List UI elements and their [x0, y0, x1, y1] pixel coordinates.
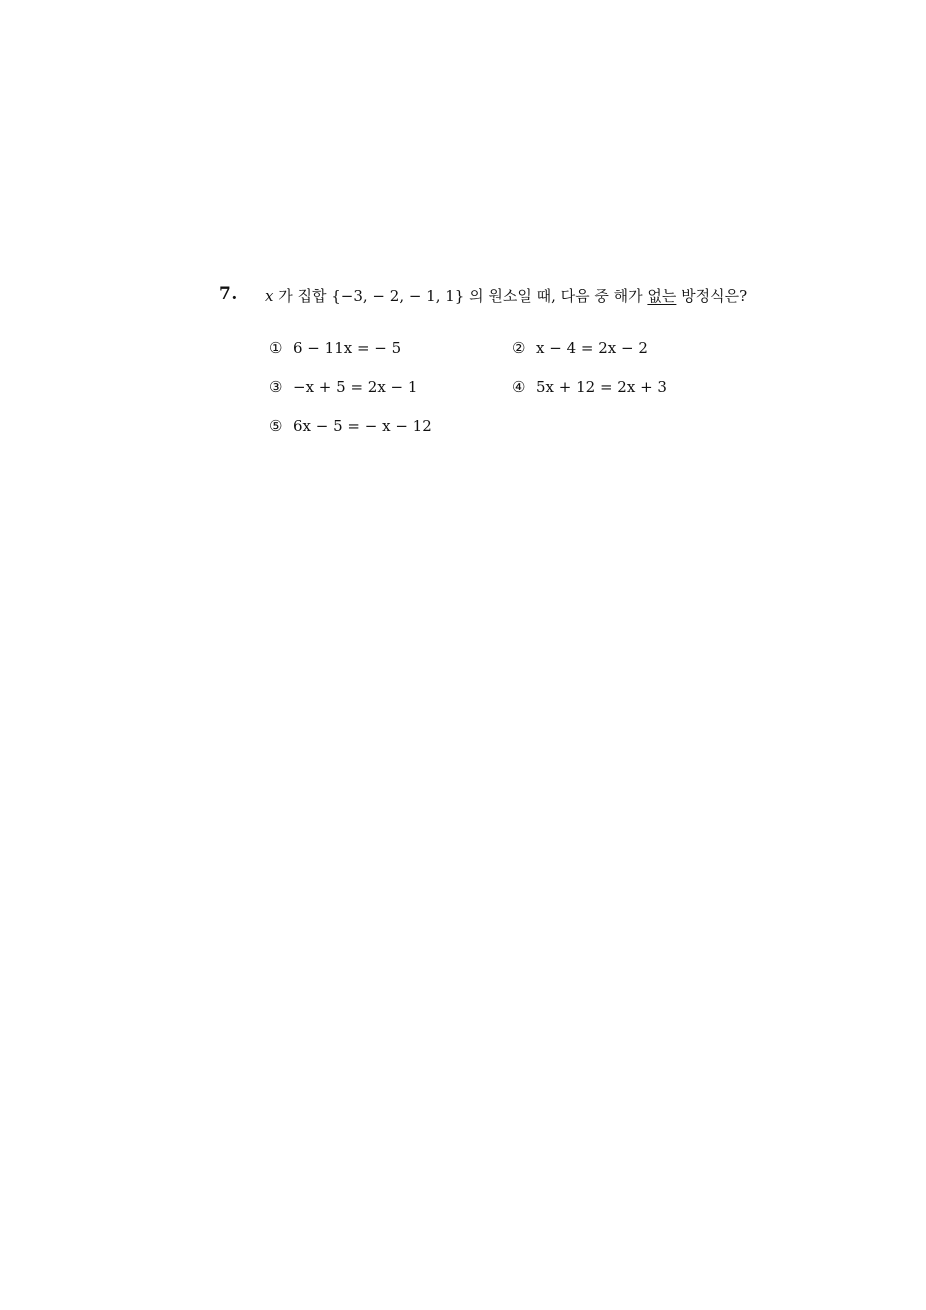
choice-expression: −x + 5 = 2x − 1 — [293, 378, 418, 396]
stem-text-part1: 가 집합 {−3, − 2, − 1, 1} 의 원소일 때, 다음 중 해가 — [273, 287, 648, 305]
choice-4[interactable] — [512, 377, 667, 397]
stem-text-part2: 방정식은? — [676, 287, 748, 305]
choice-5[interactable] — [269, 416, 432, 436]
choice-marker: ③ — [269, 378, 283, 396]
stem-emphasis: 없는 — [647, 287, 677, 305]
choice-marker: ⑤ — [269, 417, 283, 435]
choice-expression: 6x − 5 = − x − 12 — [293, 417, 432, 435]
choice-2[interactable] — [512, 338, 648, 358]
choice-marker: ② — [512, 339, 526, 357]
choice-1[interactable] — [269, 338, 401, 358]
choice-marker: ④ — [512, 378, 526, 396]
choice-marker: ① — [269, 339, 283, 357]
question-stem — [265, 286, 747, 306]
choice-expression: 5x + 12 = 2x + 3 — [536, 378, 667, 396]
choice-3[interactable] — [269, 377, 417, 397]
question-number: 7. — [219, 284, 238, 304]
choice-expression: 6 − 11x = − 5 — [293, 339, 402, 357]
choice-expression: x − 4 = 2x − 2 — [536, 339, 648, 357]
stem-variable: x — [265, 287, 274, 305]
